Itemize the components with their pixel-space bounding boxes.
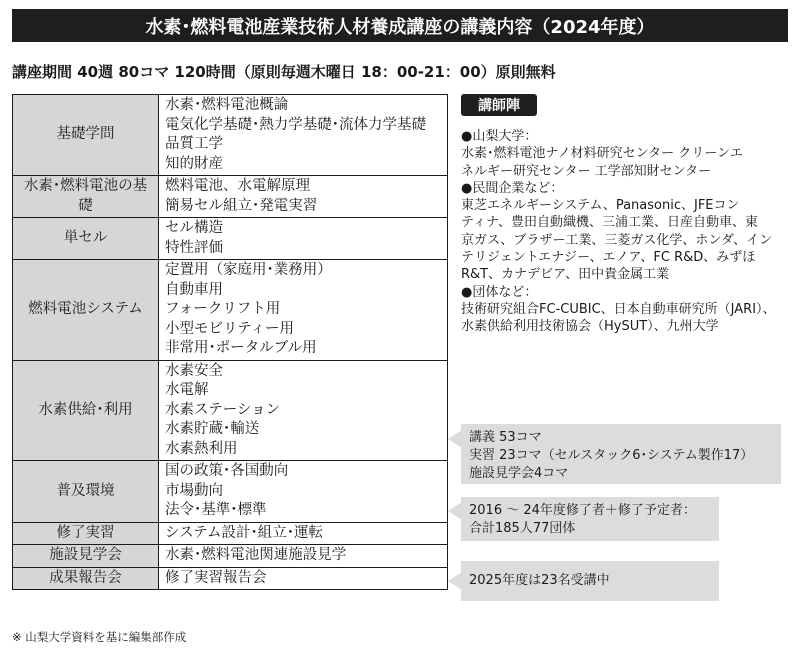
- topic-item: 特性評価: [165, 239, 223, 256]
- current-note: [461, 561, 719, 601]
- topic-item: 国の政策･各国動向: [165, 463, 289, 479]
- category-cell: 単セル: [13, 218, 159, 260]
- topic-item: フォークリフト用: [165, 301, 281, 317]
- category-cell: 水素･燃料電池の基礎: [13, 176, 159, 218]
- topic-item: 水素熱利用: [165, 440, 238, 457]
- topic-item: 自動車用: [165, 281, 223, 298]
- lecturers-heading: 講師陣: [461, 94, 537, 116]
- topics-cell: [159, 218, 448, 260]
- lecturer-line: 東芝エネルギーシステム、Panasonic、JFEコン: [461, 198, 740, 214]
- topics-cell: [159, 567, 448, 590]
- course-period: 講座期間 40週 80コマ 120時間（原則毎週木曜日 18：00-21：00）原則無料: [12, 63, 556, 81]
- curriculum-row: [13, 95, 448, 176]
- topic-item: 定置用（家庭用･業務用）: [165, 262, 332, 278]
- topics-cell: [159, 95, 448, 176]
- topics-cell: [159, 545, 448, 568]
- curriculum-row: [13, 522, 448, 545]
- topic-item: システム設計･組立･運転: [165, 524, 324, 541]
- note-line: 施設見学会4コマ: [469, 466, 569, 481]
- category-cell: 基礎学問: [13, 95, 159, 176]
- curriculum-row: [13, 260, 448, 361]
- topic-item: 市場動向: [165, 482, 223, 499]
- lecturer-line: 水素供給利用技術協会（HySUT）、九州大学: [461, 319, 719, 335]
- lecturer-line: ティナ、豊田自動織機、三浦工業、日産自動車、東: [461, 215, 759, 231]
- topic-item: 法令･基準･標準: [165, 502, 267, 518]
- topics-cell: [159, 461, 448, 523]
- topic-item: 知的財産: [165, 155, 223, 172]
- note-line: 合計185人77団体: [469, 521, 576, 536]
- topic-item: 水素･燃料電池関連施設見学: [165, 547, 347, 563]
- note-line: 2025年度は23名受講中: [469, 573, 610, 588]
- sessions-note-tail: [448, 430, 462, 448]
- curriculum-row: [13, 567, 448, 590]
- curriculum-table: [12, 94, 448, 590]
- lecturer-line: ●山梨大学：: [461, 129, 538, 144]
- lecturer-line: ネルギー研究センター 工学部知財センター: [461, 163, 712, 179]
- topics-cell: [159, 522, 448, 545]
- topics-cell: [159, 260, 448, 361]
- category-cell: 成果報告会: [13, 567, 159, 590]
- note-line: 2016 ～ 24年度修了者＋修了予定者：: [469, 503, 696, 518]
- category-cell: 燃料電池システム: [13, 260, 159, 361]
- page-title: 水素･燃料電池産業技術人材養成講座の講義内容（2024年度）: [12, 9, 788, 42]
- lecturer-line: 水素･燃料電池ナノ材料研究センター クリーンエ: [461, 146, 743, 162]
- graduates-note-tail: [448, 502, 462, 520]
- curriculum-row: [13, 545, 448, 568]
- curriculum-row: [13, 218, 448, 260]
- curriculum-row: [13, 360, 448, 461]
- topic-item: 品質工学: [165, 136, 223, 152]
- topic-item: 修了実習報告会: [165, 569, 267, 586]
- category-cell: 普及環境: [13, 461, 159, 523]
- lecturer-line: 技術研究組合FC-CUBIC、日本自動車研究所（JARI）、: [461, 301, 776, 317]
- topic-item: 電気化学基礎･熱力学基礎･流体力学基礎: [165, 116, 426, 133]
- topic-item: 燃料電池、水電解原理: [165, 178, 310, 194]
- lecturers-list: [461, 128, 791, 336]
- category-cell: 修了実習: [13, 522, 159, 545]
- topic-item: 水電解: [165, 382, 209, 398]
- sessions-note: [461, 424, 781, 484]
- topics-cell: [159, 176, 448, 218]
- topic-item: 小型モビリティー用: [165, 320, 295, 337]
- category-cell: 施設見学会: [13, 545, 159, 568]
- topics-cell: [159, 360, 448, 461]
- lecturer-line: テリジェントエナジー、エノア、FC R&D、みずほ: [461, 250, 756, 266]
- topic-item: 非常用･ポータルブル用: [165, 340, 317, 356]
- topic-item: セル構造: [165, 220, 223, 236]
- note-line: 実習 23コマ（セルスタック6･システム製作17）: [469, 448, 754, 463]
- topic-item: 水素安全: [165, 362, 223, 379]
- graduates-note: [461, 497, 719, 541]
- note-line: 講義 53コマ: [469, 430, 542, 445]
- lecturer-line: 京ガス、ブラザー工業、三菱ガス化学、ホンダ、イン: [461, 232, 773, 248]
- category-cell: 水素供給･利用: [13, 360, 159, 461]
- curriculum-row: [13, 176, 448, 218]
- topic-item: 簡易セル組立･発電実習: [165, 197, 318, 214]
- footnote: ※ 山梨大学資料を基に編集部作成: [12, 630, 187, 644]
- lecturer-line: ●団体など：: [461, 284, 538, 300]
- current-note-tail: [448, 572, 462, 590]
- topic-item: 水素ステーション: [165, 401, 281, 418]
- topic-item: 水素･燃料電池概論: [165, 97, 289, 113]
- lecturer-line: R&T、カナデビア、田中貴金属工業: [461, 267, 670, 283]
- lecturer-line: ●民間企業など：: [461, 180, 564, 196]
- curriculum-row: [13, 461, 448, 523]
- topic-item: 水素貯蔵･輸送: [165, 421, 260, 437]
